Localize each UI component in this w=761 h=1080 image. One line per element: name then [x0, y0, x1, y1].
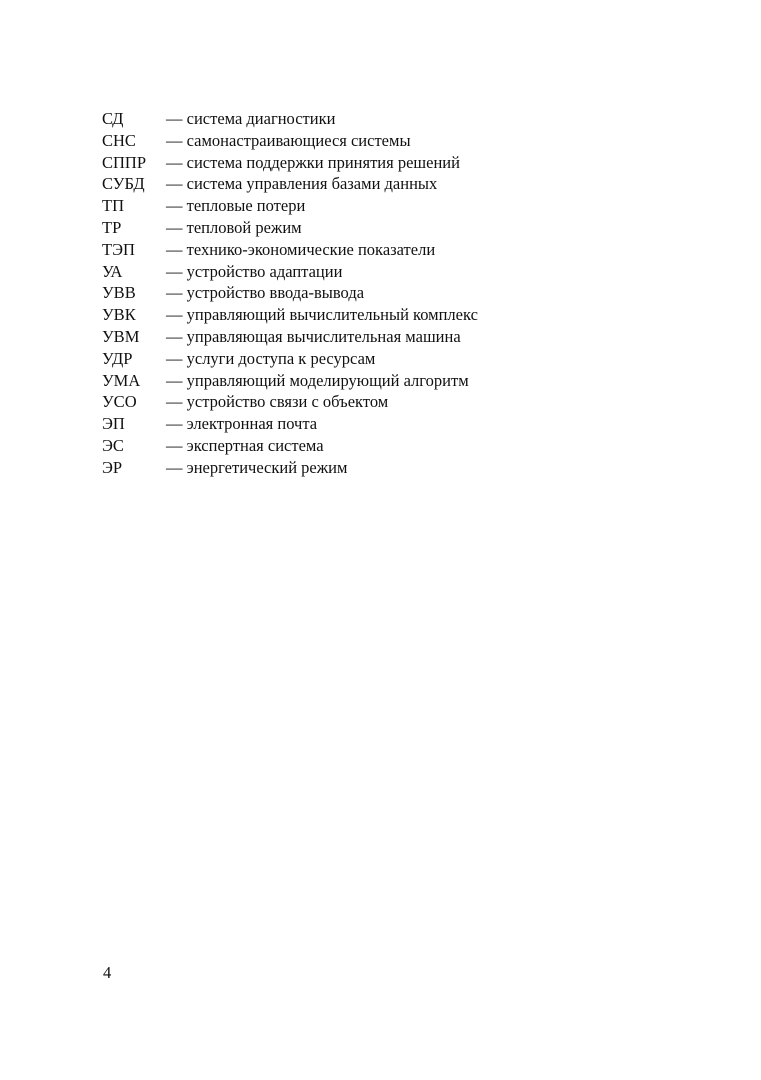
abbreviation-term: СД	[102, 109, 124, 128]
abbreviation-definition: — устройство связи с объектом	[166, 392, 389, 412]
abbreviation-term: УА	[102, 261, 123, 281]
abbreviation-definition: — электронная почта	[166, 414, 318, 434]
abbreviation-row	[102, 457, 478, 479]
abbreviation-row	[102, 108, 478, 130]
abbreviation-term: УВМ	[102, 326, 140, 346]
abbreviation-definition: — тепловой режим	[166, 217, 302, 237]
page-number: 4	[103, 963, 112, 982]
abbreviation-term: УДР	[102, 348, 133, 368]
abbreviation-row	[102, 435, 478, 457]
abbreviation-term: УВВ	[102, 283, 136, 303]
abbreviation-row	[102, 304, 478, 326]
abbreviation-term: УМА	[102, 370, 141, 390]
abbreviation-row	[102, 282, 478, 304]
abbreviation-definition: — самонастраивающиеся системы	[166, 130, 411, 150]
abbreviation-definition: — система диагностики	[166, 109, 336, 128]
abbreviation-definition: — устройство ввода-вывода	[166, 283, 365, 303]
abbreviation-term: СППР	[102, 152, 147, 172]
abbreviation-term: ЭР	[102, 457, 123, 477]
abbreviation-term: СНС	[102, 130, 136, 150]
abbreviation-list	[102, 108, 478, 479]
abbreviation-definition: — управляющая вычислительная машина	[166, 326, 461, 346]
abbreviation-definition: — система поддержки принятия решений	[166, 152, 460, 172]
abbreviation-row	[102, 348, 478, 370]
abbreviation-definition: — услуги доступа к ресурсам	[166, 348, 376, 368]
abbreviation-row	[102, 326, 478, 348]
abbreviation-row	[102, 261, 478, 283]
abbreviation-definition: — энергетический режим	[166, 457, 348, 477]
abbreviation-definition: — управляющий моделирующий алгоритм	[166, 370, 469, 390]
abbreviation-term: ТП	[102, 196, 124, 216]
abbreviation-term: ЭС	[102, 435, 124, 455]
abbreviation-row	[102, 130, 478, 152]
abbreviation-definition: — устройство адаптации	[166, 261, 343, 281]
abbreviation-term: УСО	[102, 392, 137, 412]
abbreviation-row	[102, 391, 478, 413]
abbreviation-row	[102, 195, 478, 217]
abbreviation-definition: — экспертная система	[166, 435, 324, 455]
abbreviation-term: ТР	[102, 217, 122, 237]
abbreviation-row	[102, 370, 478, 392]
abbreviation-definition: — тепловые потери	[166, 196, 306, 216]
abbreviation-definition: — система управления базами данных	[166, 174, 438, 194]
abbreviation-term: ТЭП	[102, 239, 135, 259]
abbreviation-row	[102, 239, 478, 261]
abbreviation-definition: — управляющий вычислительный комплекс	[166, 305, 478, 325]
abbreviation-definition: — технико-экономические показатели	[166, 239, 436, 259]
abbreviation-row	[102, 152, 478, 174]
abbreviation-row	[102, 173, 478, 195]
abbreviation-term: УВК	[102, 305, 136, 325]
abbreviation-term: ЭП	[102, 414, 125, 434]
abbreviation-row	[102, 217, 478, 239]
abbreviation-row	[102, 413, 478, 435]
abbreviation-term: СУБД	[102, 174, 145, 194]
